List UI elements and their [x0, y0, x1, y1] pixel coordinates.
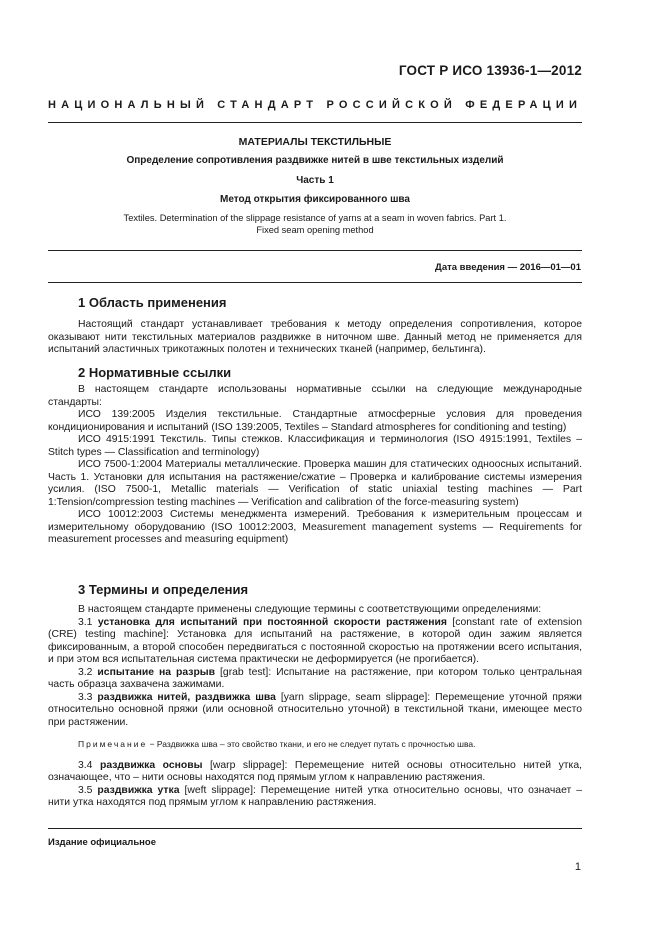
term-3-2-number: 3.2 — [78, 666, 93, 678]
term-3-5-definition: [weft slippage]: Перемещение нитей утка относительно основы, что означает – нити утка находятся под прямым углом к направлению растяжения. — [48, 784, 583, 808]
term-3-3-number: 3.3 — [78, 691, 93, 703]
term-3-2-definition: [grab test]: Испытание на растяжение, при котором только центральная часть образца захвачена зажимами. — [48, 666, 582, 690]
term-3-2-name: испытание на разрыв — [97, 666, 216, 678]
term-3-1-number: 3.1 — [78, 616, 93, 628]
reference-iso-7500: ИСО 7500-1:2004 Материалы металлические. Проверка машин для статических одноосных испытаний. Часть 1. Установки для испытания на растяжение/сжатие – Проверка и калибрование системы измерения усилия. (ISO 7500-1, Metallic materials — Verification of static uniaxial testing machines — Part 1:Tension/compression testing machines — Verification and calibration of the force-measuring system) — [48, 459, 582, 508]
section-2-body — [48, 384, 582, 547]
term-3-4-number: 3.4 — [78, 759, 93, 771]
term-3-2 — [48, 667, 582, 692]
term-3-4-name: раздвижка основы — [99, 759, 203, 771]
section-2-intro: В настоящем стандарте использованы нормативные ссылки на следующие международные стандарты: — [48, 384, 582, 408]
footer-divider — [48, 828, 582, 829]
section-3-heading: 3 Термины и определения — [78, 582, 249, 597]
term-3-3 — [48, 692, 582, 730]
part-label: Часть 1 — [296, 175, 334, 186]
english-title-line-2: Fixed seam opening method — [256, 225, 374, 235]
note-text: − Раздвижка шва – это свойство ткани, и его не следует путать с прочностью шва. — [147, 739, 476, 749]
note-label: Примечание — [78, 739, 148, 749]
title-divider — [48, 250, 582, 251]
reference-iso-139: ИСО 139:2005 Изделия текстильные. Стандартные атмосферные условия для проведения кондиционирования и испытаний (ISO 139:2005, Textiles – Standard atmospheres for conditioning and testing) — [48, 409, 582, 433]
term-3-1 — [48, 617, 582, 667]
document-subtitle: Определение сопротивления раздвижке нитей в шве текстильных изделий — [126, 155, 504, 166]
section-1-paragraph: Настоящий стандарт устанавливает требования к методу определения сопротивления, которое оказывают нити текстильных материалов раздвижке в ниточном шве. Данный метод не применяется для испытаний эластичных трикотажных полотен и технических тканей (например, бельтинга). — [48, 319, 582, 355]
document-title: МАТЕРИАЛЫ ТЕКСТИЛЬНЫЕ — [238, 136, 392, 148]
header-divider — [48, 122, 582, 123]
term-3-4-definition: [warp slippage]: Перемещение нитей основы относительно нитей утка, означающее, что – нити основы находятся под прямым углом к направлению растяжения. — [48, 759, 582, 783]
date-divider — [48, 282, 582, 283]
method-title: Метод открытия фиксированного шва — [220, 194, 410, 205]
page-number: 1 — [574, 861, 581, 873]
effective-date: Дата введения — 2016—01—01 — [435, 262, 581, 273]
section-1-body — [48, 319, 582, 357]
official-edition-label: Издание официальное — [48, 837, 156, 848]
english-title-line-1: Textiles. Determination of the slippage resistance of yarns at a seam in woven fabrics. Part 1. — [123, 213, 507, 223]
national-standard-title: НАЦИОНАЛЬНЫЙ СТАНДАРТ РОССИЙСКОЙ ФЕДЕРАЦИИ — [48, 99, 583, 111]
section-1-heading: 1 Область применения — [78, 295, 227, 310]
section-3-body — [48, 604, 582, 810]
term-3-5-name: раздвижка утка — [97, 784, 180, 796]
term-3-1-name: установка для испытаний при постоянной скорости растяжения — [97, 616, 447, 628]
term-3-4 — [48, 760, 582, 785]
term-3-5 — [48, 785, 582, 810]
standard-number: ГОСТ Р ИСО 13936-1—2012 — [398, 63, 582, 78]
reference-iso-10012: ИСО 10012:2003 Системы менеджмента измерений. Требования к измерительным процессам и измерительному оборудованию (ISO 10012:2003, Measurement management systems — Requirements for measurement processes and measuring equipment) — [48, 509, 582, 545]
term-3-3-definition: [yarn slippage, seam slippage]: Перемещение уточной пряжи относительно основной пряжи (или основной относительно уточной) в текстильной ткани, имеющее место при растяжении. — [48, 691, 582, 728]
term-3-1-definition: [constant rate of extension (CRE) testing machine]: Установка для испытаний на растяжение, в которой один зажим является фиксированным, а второй способен передвигаться с постоянной скоростью на протяжении всего испытания, и при этом вся испытательная система практически не деформируется (не прогибается). — [48, 616, 582, 665]
section-2-heading: 2 Нормативные ссылки — [78, 365, 232, 380]
section-3-intro: В настоящем стандарте применены следующие термины с соответствующими определениями: — [78, 604, 542, 615]
term-3-5-number: 3.5 — [78, 784, 93, 796]
reference-iso-4915: ИСО 4915:1991 Текстиль. Типы стежков. Классификация и терминология (ISO 4915:1991, Textiles – Stitch types — Classification and terminology) — [48, 434, 582, 458]
term-3-3-name: раздвижка нитей, раздвижка шва — [97, 691, 276, 703]
term-note — [48, 738, 582, 751]
